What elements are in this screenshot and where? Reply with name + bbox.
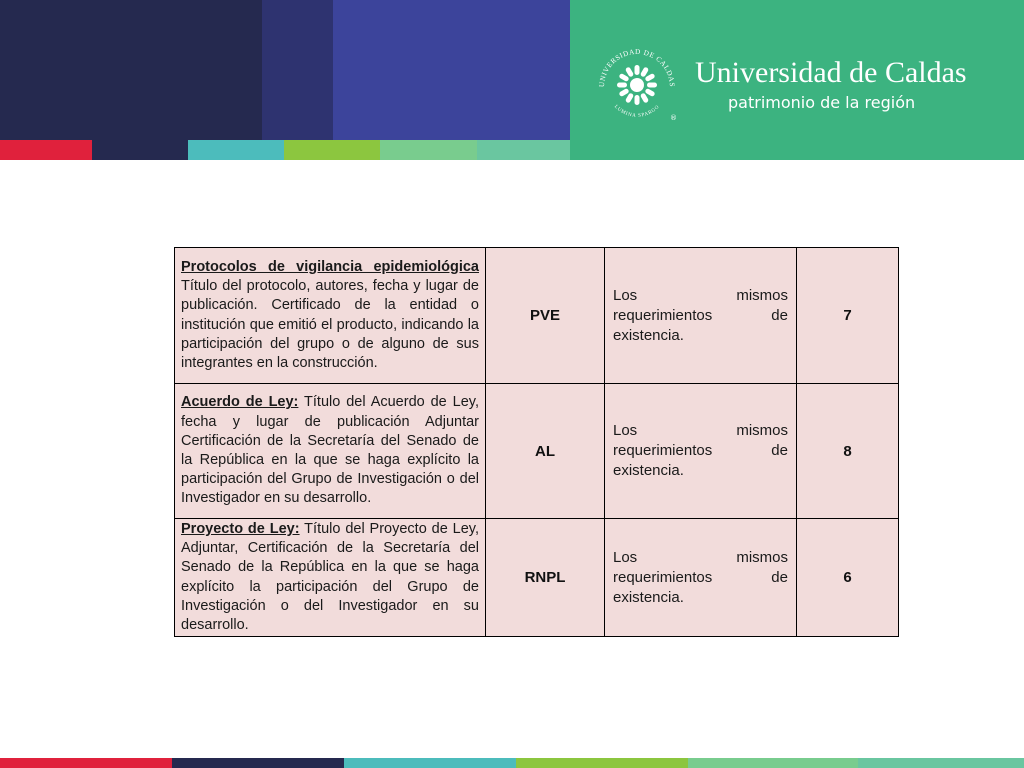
description-cell bbox=[175, 384, 486, 519]
score-cell: 6 bbox=[797, 519, 899, 637]
footer-stripe-navy bbox=[172, 758, 344, 768]
requirements-table bbox=[174, 247, 899, 637]
item-description: Título del Acuerdo de Ley, fecha y lugar de publicación Adjuntar Certificación de la Secretaría del Senado de la República en la que se haga explícito la participación del Grupo de Investigación o del Investigador en su desarrollo. bbox=[181, 394, 479, 507]
requirements-line: existencia. bbox=[613, 326, 684, 344]
table-row bbox=[175, 519, 899, 637]
requirements-line: Los mismos bbox=[613, 548, 788, 566]
code-cell: PVE bbox=[486, 248, 605, 384]
requirements-line: existencia. bbox=[613, 462, 684, 479]
item-description: Título del protocolo, autores, fecha y lugar de publicación. Certificado de la entidad o institución que emitió el producto, indicando la participación del grupo o de alguno de sus integrantes en la construcción. bbox=[181, 278, 479, 371]
item-title: Proyecto de Ley: bbox=[181, 521, 300, 537]
item-description: Título del Proyecto de Ley, Adjuntar, Certificación de la Secretaría del Senado de la República en la que se haga explícito la participación del Grupo de Investigación o del Investigador en su desarrollo. bbox=[181, 521, 480, 634]
requirements-cell bbox=[605, 384, 797, 519]
svg-text:LUMINA SPARGO: LUMINA SPARGO bbox=[613, 104, 661, 119]
svg-text:UNIVERSIDAD DE CALDAS: UNIVERSIDAD DE CALDAS bbox=[597, 47, 677, 88]
requirements-line: Los mismos bbox=[613, 422, 788, 439]
item-title: Acuerdo de Ley: bbox=[181, 394, 299, 411]
requirements-line: existencia. bbox=[613, 588, 684, 606]
footer-stripe-lime bbox=[516, 758, 688, 768]
requirements-line: requerimientos de bbox=[613, 442, 788, 459]
sun-seal-icon bbox=[592, 40, 682, 130]
header-block-navy bbox=[0, 0, 262, 140]
requirements-line: requerimientos de bbox=[613, 306, 788, 324]
footer-stripe-seafoam bbox=[858, 758, 1024, 768]
stripe-navy bbox=[92, 140, 188, 160]
header-banner bbox=[0, 0, 1024, 160]
description-cell bbox=[175, 519, 486, 637]
university-name: Universidad de Caldas bbox=[695, 56, 967, 89]
requirements-line: requerimientos de bbox=[613, 568, 788, 586]
stripe-red bbox=[0, 140, 92, 160]
footer-stripe-teal bbox=[344, 758, 516, 768]
score-cell: 7 bbox=[797, 248, 899, 384]
university-tagline: patrimonio de la región bbox=[728, 93, 916, 112]
item-title: Protocolos de vigilancia epidemiológica bbox=[181, 258, 479, 275]
table-row bbox=[175, 248, 899, 384]
stripe-seafoam bbox=[477, 140, 570, 160]
description-cell bbox=[175, 248, 486, 384]
footer-stripe-mint bbox=[688, 758, 858, 768]
footer-stripe-red bbox=[0, 758, 172, 768]
score-cell: 8 bbox=[797, 384, 899, 519]
stripe-mint bbox=[380, 140, 477, 160]
stripe-lime bbox=[284, 140, 380, 160]
header-block-dark-indigo bbox=[262, 0, 333, 140]
requirements-line: Los mismos bbox=[613, 286, 788, 304]
table-row bbox=[175, 384, 899, 519]
requirements-cell bbox=[605, 519, 797, 637]
header-block-indigo bbox=[333, 0, 570, 140]
code-cell: RNPL bbox=[486, 519, 605, 637]
svg-text:®: ® bbox=[670, 114, 677, 122]
code-cell: AL bbox=[486, 384, 605, 519]
stripe-teal bbox=[188, 140, 284, 160]
requirements-cell bbox=[605, 248, 797, 384]
